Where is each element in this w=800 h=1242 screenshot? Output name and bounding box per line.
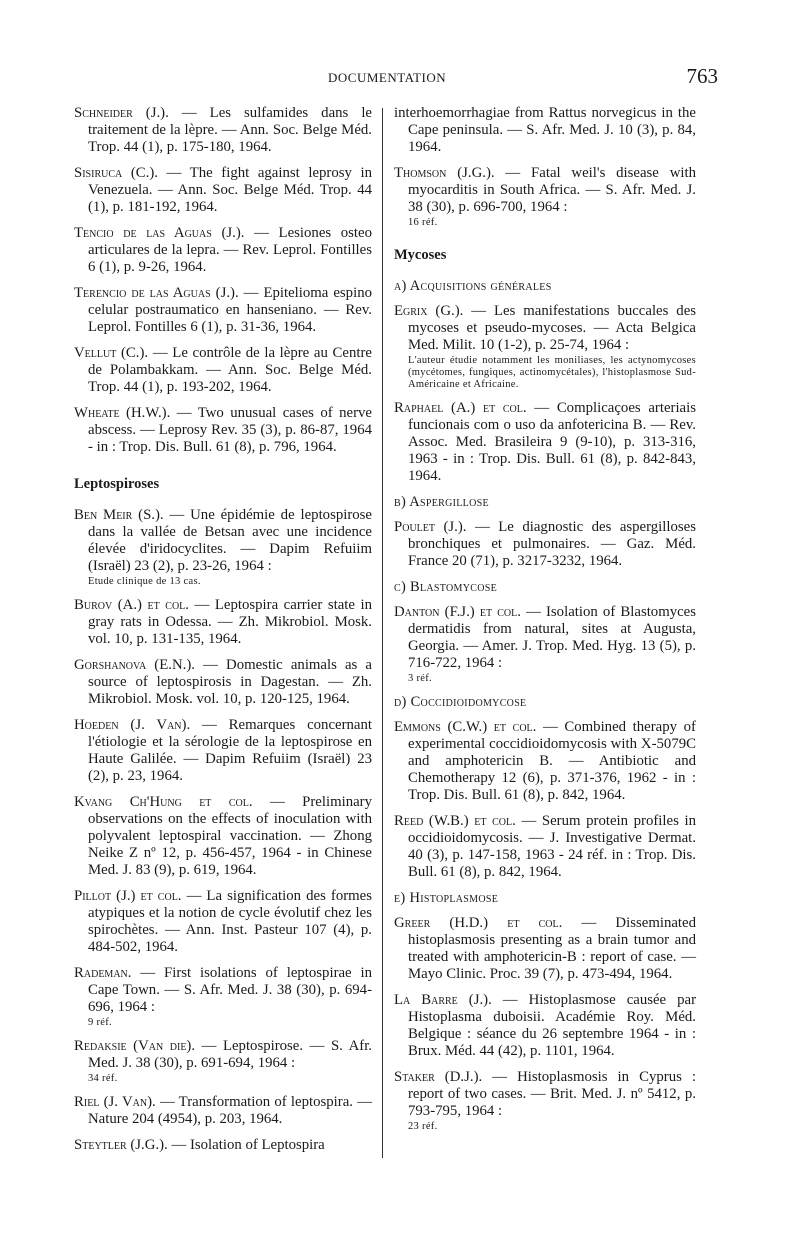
entry-citation: — Histoplasmose causée par Histoplasma duboisii. Académie Roy. Méd. Belgique : séance du 26 septembre 1964 - in : Brux. Méd. 44 (42), p. 1101, 1964. xyxy=(408,992,697,1059)
entry-author: Poulet (J.). xyxy=(394,519,467,535)
bibliography-entry xyxy=(394,400,696,485)
subsection-heading-a: a) Acquisitions générales xyxy=(394,278,552,294)
bibliography-entry xyxy=(394,303,696,391)
entry-author: Riel (J. Van). xyxy=(74,1094,156,1110)
bibliography-entry xyxy=(74,1094,372,1128)
entry-citation: — Histoplasmosis in Cyprus : report of two cases. — Brit. Med. J. nº 5412, p. 793-795, 1964 : xyxy=(408,1069,697,1119)
bibliography-entry xyxy=(74,345,372,396)
bibliography-entry xyxy=(74,1038,372,1085)
entry-citation: interhoemorrhagiae from Rattus norvegicus in the Cape peninsula. — S. Afr. Med. J. 10 (3), p. 84, 1964. xyxy=(394,105,696,155)
entry-author: Hoeden (J. Van). xyxy=(74,717,191,733)
entry-author: Raphael (A.) et col. xyxy=(394,400,527,416)
section-heading-mycoses: Mycoses xyxy=(394,247,447,263)
entry-author: Thomson (J.G.). xyxy=(394,165,495,181)
entry-note: 9 réf. xyxy=(88,1017,112,1028)
entry-citation: — La signification des formes atypiques et la notion de cycle évolutif chez les spirochètes. — Ann. Inst. Pasteur 107 (4), p. 484-502, 1964. xyxy=(88,888,372,955)
bibliography-entry xyxy=(394,719,696,804)
entry-author: Kvang Ch'Hung et col. xyxy=(74,794,253,810)
entry-citation: — Serum protein profiles in occidioidomycosis. — J. Investigative Dermat. 40 (3), p. 147-158, 1963 - 24 réf. in : Trop. Dis. Bull. 61 (8), p. 842, 1964. xyxy=(408,813,696,880)
bibliography-entry xyxy=(394,165,696,229)
bibliography-entry xyxy=(74,225,372,276)
entry-author: Egrix (G.). xyxy=(394,303,464,319)
entry-author: La Barre (J.). xyxy=(394,992,492,1008)
entry-citation: — The fight against leprosy in Venezuela. — Ann. Soc. Belge Méd. Trop. 44 (1), p. 181-192, 1964. xyxy=(88,165,372,215)
entry-author: Danton (F.J.) et col. xyxy=(394,604,521,620)
bibliography-entry xyxy=(74,888,372,956)
bibliography-entry xyxy=(394,105,696,156)
entry-author: Ben Meir (S.). xyxy=(74,507,164,523)
entry-author: Greer (H.D.) et col. xyxy=(394,915,563,931)
bibliography-entry xyxy=(74,597,372,648)
entry-note: 3 réf. xyxy=(408,673,432,684)
bibliography-entry xyxy=(394,604,696,685)
entry-author: Wheate (H.W.). xyxy=(74,405,171,421)
entries-subsection-a xyxy=(394,303,696,485)
entry-note: 16 réf. xyxy=(408,217,438,228)
bibliography-entry xyxy=(74,405,372,456)
entry-author: Vellut (C.). xyxy=(74,345,149,361)
entry-citation: — Domestic animals as a source of leptospirosis in Dagestan. — Zh. Mikrobiol. Mosk. vol. 10, p. 120-125, 1964. xyxy=(88,657,372,707)
entry-author: Pillot (J.) et col. xyxy=(74,888,182,904)
entries-top-left xyxy=(74,105,372,456)
bibliography-entry xyxy=(394,1069,696,1133)
entry-author: Sisiruca (C.). xyxy=(74,165,158,181)
bibliography-entry xyxy=(74,165,372,216)
subsection-heading-e: e) Histoplasmose xyxy=(394,890,499,906)
column-divider xyxy=(382,108,383,1158)
entry-citation: — Isolation of Blastomyces dermatidis from natural, sites at Augusta, Georgia. — Amer. J. Trop. Med. Hyg. 13 (5), p. 716-722, 1964 : xyxy=(408,604,697,671)
subsection-heading-b: b) Aspergillose xyxy=(394,494,489,510)
entry-citation: — Preliminary observations on the effects of inoculation with polyvalent leptospiral vaccination. — Zhong Neike Z nº 12, p. 456-457, 1964 - in Chinese Med. J. 83 (9), p. 619, 1964. xyxy=(88,794,372,878)
entry-note: 23 réf. xyxy=(408,1121,438,1132)
entry-citation: — Transformation of leptospira. — Nature 204 (4954), p. 203, 1964. xyxy=(88,1094,372,1127)
section-heading-leptospiroses: Leptospiroses xyxy=(74,476,160,492)
left-column xyxy=(74,105,372,1163)
subsection-heading-c: c) Blastomycose xyxy=(394,579,498,595)
entry-author: Burov (A.) et col. xyxy=(74,597,189,613)
entry-citation: — Disseminated histoplasmosis presenting as a brain tumor and treated with amphotericin-B : report of case. — Mayo Clinic. Proc. 39 (7), p. 473-494, 1964. xyxy=(408,915,696,982)
entries-leptospiroses xyxy=(74,507,372,1154)
entry-note: Etude clinique de 13 cas. xyxy=(88,576,201,587)
entry-citation: — Isolation of Leptospira xyxy=(171,1137,325,1153)
bibliography-entry xyxy=(74,285,372,336)
entry-citation: — Une épidémie de leptospirose dans la vallée de Betsan avec une incidence élevée d'iridocyclites. — Dapim Refuiim (Israël) 23 (2), p. 23-26, 1964 : xyxy=(88,507,372,574)
entry-author: Terencio de las Aguas (J.). xyxy=(74,285,239,301)
entry-citation: — Epitelioma espino celular postraumatico en hanseniano. — Rev. Leprol. Fontilles 6 (1), p. 31-36, 1964. xyxy=(88,285,372,335)
entry-citation: — Leptospirose. — S. Afr. Med. J. 38 (30), p. 691-694, 1964 : xyxy=(88,1038,373,1071)
entries-subsection-d xyxy=(394,719,696,881)
entry-author: Staker (D.J.). xyxy=(394,1069,483,1085)
entries-subsection-c xyxy=(394,604,696,685)
entry-author: Emmons (C.W.) et col. xyxy=(394,719,537,735)
bibliography-entry xyxy=(74,507,372,588)
bibliography-entry xyxy=(74,794,372,879)
entry-citation: — Combined therapy of experimental coccidioidomycosis with X-5079C and amphotericin B. — Antibiotic and Chemotherapy 12 (6), p. 371-376, 1962 - in : Trop. Dis. Bull. 61 (8), p. 842, 1964. xyxy=(408,719,696,803)
bibliography-entry xyxy=(394,813,696,881)
entry-note: L'auteur étudie notamment les moniliases, les actynomycoses (mycétomes, fungiques, actinomycétales), l'histoplasmose Sud-Américaine et Africaine. xyxy=(408,355,696,390)
entry-author: Schneider (J.). xyxy=(74,105,169,121)
entry-citation: — Les manifestations buccales des mycoses et pseudo-mycoses. — Acta Belgica Med. Milit. 10 (1-2), p. 25-74, 1964 : xyxy=(408,303,697,353)
page-number: 763 xyxy=(686,64,718,88)
entry-citation: — Lesiones osteo articulares de la lepra. — Rev. Leprol. Fontilles 6 (1), p. 9-26, 1964. xyxy=(88,225,373,275)
entry-author: Tencio de las Aguas (J.). xyxy=(74,225,245,241)
entry-citation: — Complicaçoes arteriais funcionais com o uso da anfotericina B. — Rev. Assoc. Med. Brasileira 9 (9-10), p. 313-316, 1963 - in : Trop. Dis. Bull. 61 (8), p. 842-843, 1964. xyxy=(408,400,696,484)
entry-author: Gorshanova (E.N.). xyxy=(74,657,195,673)
entry-citation: — Fatal weil's disease with myocarditis in South Africa. — S. Afr. Med. J. 38 (30), p. 696-700, 1964 : xyxy=(408,165,696,215)
bibliography-entry xyxy=(74,965,372,1029)
entry-author: Reed (W.B.) et col. xyxy=(394,813,516,829)
bibliography-entry xyxy=(74,657,372,708)
right-column xyxy=(394,105,696,1142)
running-title: DOCUMENTATION xyxy=(328,70,447,85)
bibliography-entry xyxy=(74,1137,372,1154)
entry-author: Rademan. xyxy=(74,965,132,981)
entries-subsection-b xyxy=(394,519,696,570)
entry-note: 34 réf. xyxy=(88,1073,118,1084)
bibliography-entry xyxy=(394,992,696,1060)
entries-top-right xyxy=(394,105,696,229)
entry-citation: — Les sulfamides dans le traitement de la lèpre. — Ann. Soc. Belge Méd. Trop. 44 (1), p. 175-180, 1964. xyxy=(88,105,372,155)
entries-subsection-e xyxy=(394,915,696,1133)
bibliography-entry xyxy=(74,105,372,156)
page-header xyxy=(74,64,718,90)
bibliography-entry xyxy=(394,915,696,983)
subsection-heading-d: d) Coccidioidomycose xyxy=(394,694,527,710)
bibliography-entry xyxy=(394,519,696,570)
entry-citation: — Le diagnostic des aspergilloses bronchiques et pulmonaires. — Gaz. Méd. France 20 (71), p. 3217-3232, 1964. xyxy=(408,519,696,569)
entry-author: Redaksie (Van die). xyxy=(74,1038,196,1054)
entry-citation: — Leptospira carrier state in gray rats in Odessa. — Zh. Mikrobiol. Mosk. vol. 10, p. 131-135, 1964. xyxy=(88,597,372,647)
bibliography-entry xyxy=(74,717,372,785)
entry-citation: — Two unusual cases of nerve abscess. — Leprosy Rev. 35 (3), p. 86-87, 1964 - in : Trop. Dis. Bull. 61 (8), p. 796, 1964. xyxy=(88,405,372,455)
entry-author: Steytler (J.G.). xyxy=(74,1137,168,1153)
entry-citation: — First isolations of leptospirae in Cape Town. — S. Afr. Med. J. 38 (30), p. 694-696, 1964 : xyxy=(88,965,372,1015)
entry-citation: — Le contrôle de la lèpre au Centre de Polambakkam. — Ann. Soc. Belge Méd. Trop. 44 (1), p. 193-202, 1964. xyxy=(88,345,372,395)
entry-citation: — Remarques concernant l'étiologie et la sérologie de la leptospirose en Haute Galilée. — Dapim Refuiim (Israël) 23 (2), p. 23, 1964. xyxy=(88,717,372,784)
